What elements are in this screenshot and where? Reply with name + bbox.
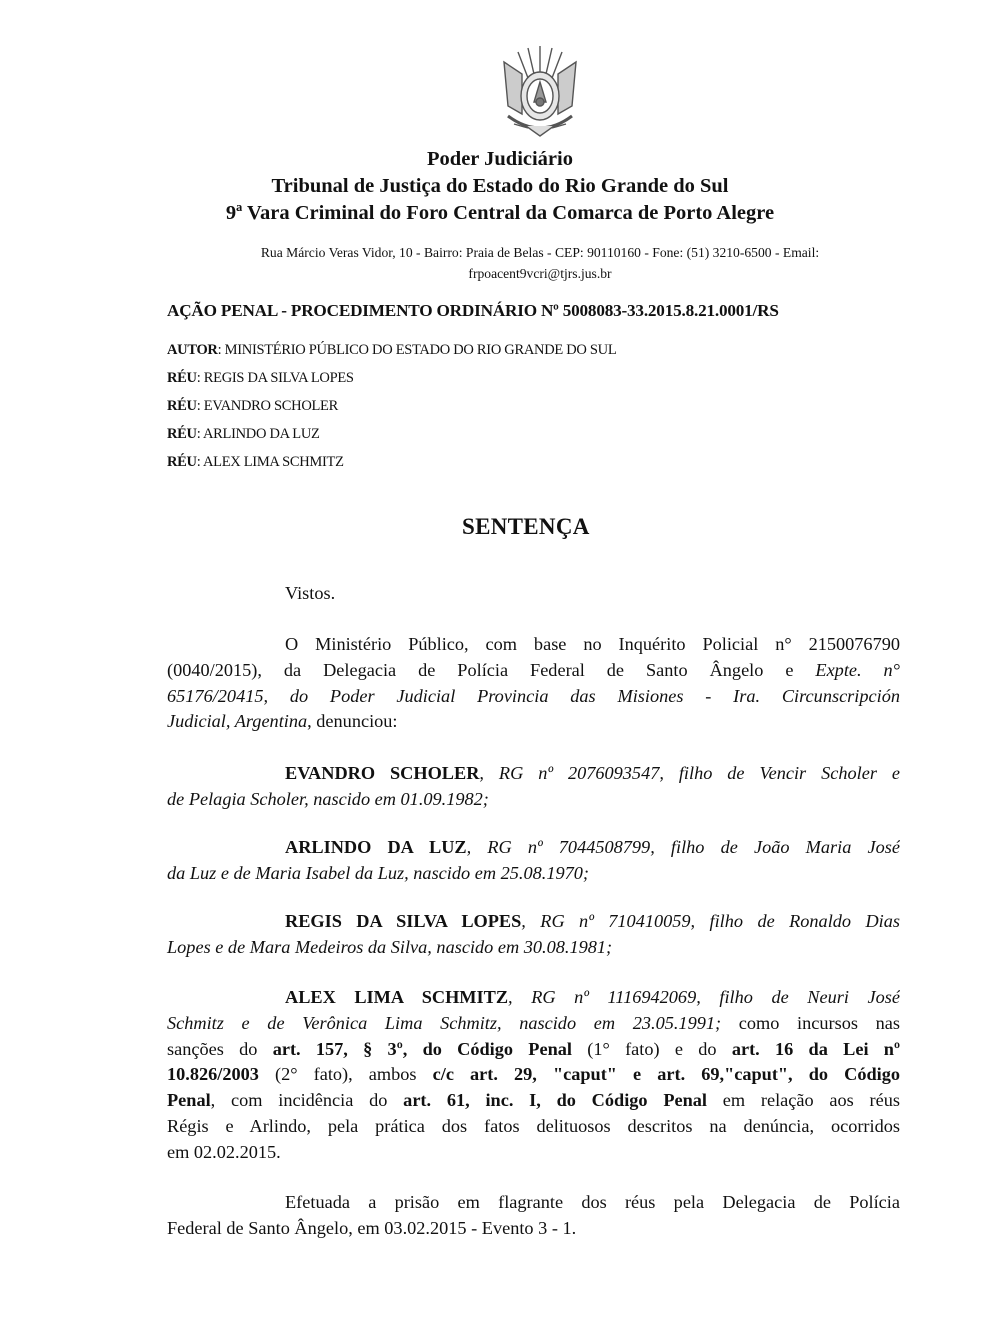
text-span-italic: Judicial, Argentina bbox=[167, 711, 308, 732]
text-span-italic: , RG nº 710410059, filho de Ronaldo Dias bbox=[521, 911, 900, 931]
text-line bbox=[167, 1062, 900, 1088]
text-span: (2° fato), ambos bbox=[258, 1064, 433, 1085]
email-link[interactable]: frpoacent9vcri@tjrs.jus.br bbox=[468, 266, 612, 281]
text-line: Régis e Arlindo, pela prática dos fatos delituosos descritos na denúncia, ocorridos bbox=[167, 1115, 900, 1136]
defendant-name: EVANDRO SCHOLER bbox=[285, 763, 480, 783]
text-line bbox=[167, 985, 900, 1011]
party-defendant bbox=[167, 398, 338, 415]
text-line bbox=[167, 658, 900, 684]
paragraph-arrest bbox=[167, 1190, 900, 1242]
party-name: : MINISTÉRIO PÚBLICO DO ESTADO DO RIO GRANDE DO SUL bbox=[217, 342, 617, 358]
text-line bbox=[167, 684, 900, 710]
paragraph-defendant-charges bbox=[167, 985, 900, 1166]
text-line bbox=[167, 909, 900, 935]
text-span-italic: de Pelagia Scholer, nascido em 01.09.1982; bbox=[167, 788, 489, 809]
paragraph-complaint bbox=[167, 632, 900, 735]
text-line bbox=[167, 861, 900, 887]
text-span-italic: Schmitz e de Verônica Lima Schmitz, nascido em 23.05.1991; bbox=[167, 1012, 722, 1033]
defendant-name: ARLINDO DA LUZ bbox=[285, 837, 467, 857]
coat-of-arms-icon bbox=[498, 44, 582, 142]
text-span: , denunciou: bbox=[307, 711, 398, 732]
text-line bbox=[167, 835, 900, 861]
header-address bbox=[180, 242, 900, 284]
header-division: 9ª Vara Criminal do Foro Central da Comarca de Porto Alegre bbox=[225, 202, 775, 224]
text-span: , com incidência do bbox=[210, 1090, 404, 1111]
text-line bbox=[167, 761, 900, 787]
process-number: AÇÃO PENAL - PROCEDIMENTO ORDINÁRIO Nº 5008083-33.2015.8.21.0001/RS bbox=[167, 301, 779, 320]
legal-reference: c/c art. 29, "caput" e art. 69,"caput", do Código bbox=[432, 1064, 900, 1085]
address-line: Rua Márcio Veras Vidor, 10 - Bairro: Praia de Belas - CEP: 90110160 - Fone: (51) 3210-6500 - Email: bbox=[260, 245, 820, 260]
party-role: RÉU bbox=[167, 398, 197, 414]
paragraph-defendant bbox=[167, 835, 900, 887]
vistos-text: Vistos. bbox=[285, 583, 336, 603]
party-role: RÉU bbox=[167, 426, 197, 442]
party-defendant bbox=[167, 454, 344, 471]
party-author bbox=[167, 342, 616, 359]
party-name: : ARLINDO DA LUZ bbox=[196, 426, 320, 442]
text-line bbox=[167, 1088, 900, 1114]
party-role: RÉU bbox=[167, 370, 197, 386]
text-span: (0040/2015), da Delegacia de Polícia Federal de Santo Ângelo e bbox=[167, 659, 816, 680]
defendant-name: ALEX LIMA SCHMITZ bbox=[285, 987, 509, 1007]
legal-reference: Penal bbox=[167, 1090, 211, 1111]
party-name: : EVANDRO SCHOLER bbox=[196, 398, 338, 414]
party-name: : ALEX LIMA SCHMITZ bbox=[196, 454, 344, 470]
text-span: sanções do bbox=[167, 1038, 273, 1059]
header-court: Tribunal de Justiça do Estado do Rio Grande do Sul bbox=[271, 175, 729, 197]
text-line bbox=[167, 1037, 900, 1063]
party-defendant bbox=[167, 426, 320, 443]
legal-reference: 10.826/2003 bbox=[167, 1064, 259, 1085]
text-line: Federal de Santo Ângelo, em 03.02.2015 - Evento 3 - 1. bbox=[167, 1217, 577, 1238]
text-line bbox=[167, 709, 900, 735]
text-span-italic: , RG nº 2076093547, filho de Vencir Scholer e bbox=[479, 763, 900, 783]
text-span-italic: da Luz e de Maria Isabel da Luz, nascido em 25.08.1970; bbox=[167, 862, 589, 883]
party-role: RÉU bbox=[167, 454, 197, 470]
legal-reference: art. 61, inc. I, do Código Penal bbox=[403, 1090, 707, 1111]
paragraph-defendant bbox=[167, 761, 900, 813]
party-role: AUTOR bbox=[167, 342, 218, 358]
text-line bbox=[167, 935, 900, 961]
text-span: em relação aos réus bbox=[707, 1090, 900, 1111]
text-line: em 02.02.2015. bbox=[167, 1141, 281, 1162]
text-span-italic: 65176/20415, do Poder Judicial Provincia das Misiones - Ira. Circunscripción bbox=[167, 685, 900, 706]
text-line: Efetuada a prisão em flagrante dos réus pela Delegacia de Polícia bbox=[285, 1192, 900, 1212]
party-name: : REGIS DA SILVA LOPES bbox=[196, 370, 354, 386]
text-line: O Ministério Público, com base no Inquérito Policial n° 2150076790 bbox=[285, 634, 900, 654]
text-span-italic: , RG nº 1116942069, filho de Neuri José bbox=[508, 987, 900, 1007]
legal-reference: art. 16 da Lei nº bbox=[731, 1038, 900, 1059]
text-span-italic: Expte. n° bbox=[815, 659, 900, 680]
header-judiciary: Poder Judiciário bbox=[427, 148, 573, 170]
party-defendant bbox=[167, 370, 354, 387]
legal-reference: art. 157, § 3º, do Código Penal bbox=[272, 1038, 572, 1059]
text-line bbox=[167, 787, 900, 813]
document-title: SENTENÇA bbox=[462, 514, 590, 539]
text-span: (1° fato) e do bbox=[571, 1038, 732, 1059]
paragraph-defendant bbox=[167, 909, 900, 961]
text-span-italic: Lopes e de Mara Medeiros da Silva, nascido em 30.08.1981; bbox=[167, 936, 613, 957]
defendant-name: REGIS DA SILVA LOPES bbox=[285, 911, 522, 931]
text-span: como incursos nas bbox=[721, 1012, 900, 1033]
text-line bbox=[167, 1011, 900, 1037]
text-span-italic: , RG nº 7044508799, filho de João Maria José bbox=[466, 837, 900, 857]
